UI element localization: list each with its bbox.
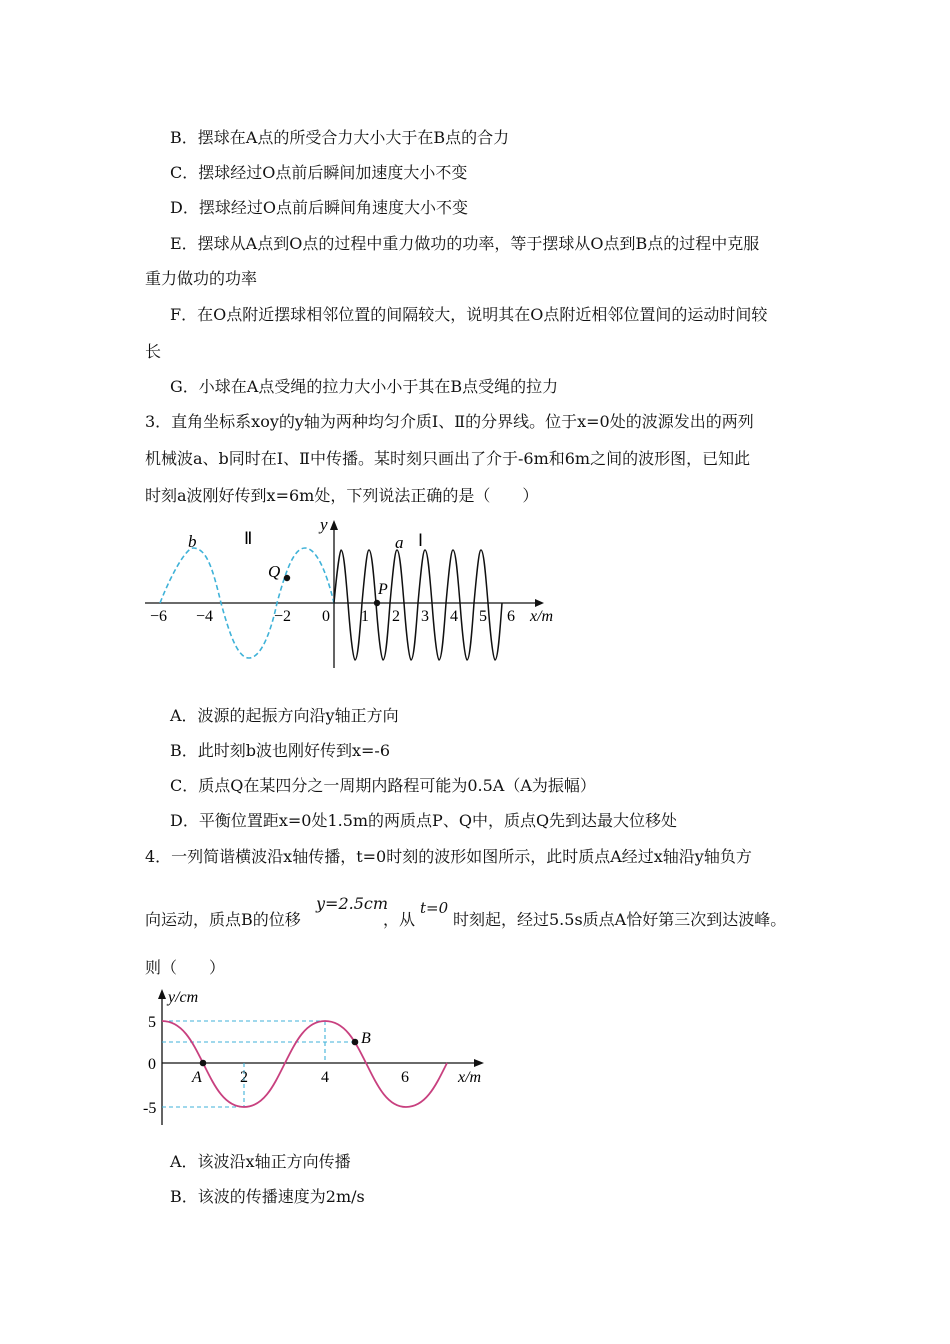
q4-label-b: B <box>361 1030 371 1047</box>
q3-y-axis-arrow <box>330 520 338 530</box>
q3-stem-line1: 3．直角坐标系xoy的y轴为两种均匀介质Ⅰ、Ⅱ的分界线。位于x=0处的波源发出的两列 <box>145 412 754 431</box>
q2-option-e-line1: E．摆球从A点到O点的过程中重力做功的功率，等于摆球从O点到B点的过程中克服 <box>170 234 760 253</box>
q3-tick: 3 <box>421 608 429 625</box>
q4-point-b <box>352 1039 359 1046</box>
q3-label-b: b <box>188 532 197 551</box>
q4-stem-line1: 4．一列简谐横波沿x轴传播，t=0时刻的波形如图所示，此时质点A经过x轴沿y轴负方 <box>145 847 752 866</box>
q3-option-c: C．质点Q在某四分之一周期内路程可能为0.5A（A为振幅） <box>170 776 596 795</box>
q3-tick: −2 <box>274 608 292 625</box>
q3-point-p <box>374 600 380 606</box>
q4-ytick: 5 <box>148 1014 156 1031</box>
q4-xtick: 4 <box>321 1069 329 1086</box>
q4-ytick: 0 <box>148 1056 156 1073</box>
q2-option-d: D．摆球经过O点前后瞬间角速度大小不变 <box>170 198 468 217</box>
q3-label-q: Q <box>268 562 281 581</box>
q3-x-axis-arrow <box>535 599 544 607</box>
q2-option-c: C．摆球经过O点前后瞬间加速度大小不变 <box>170 163 468 182</box>
q4-stem-line3: 则（ ） <box>145 958 226 977</box>
q3-option-a: A．波源的起振方向沿y轴正方向 <box>170 706 399 725</box>
q3-label-medium-ii: Ⅱ <box>244 529 253 548</box>
q3-tick: 5 <box>479 608 487 625</box>
q2-option-e-line2: 重力做功的功率 <box>145 269 258 288</box>
q4-stem-line2a: 向运动，质点B的位移 <box>145 910 301 929</box>
q4-stem-line2c: 时刻起，经过5.5s质点A恰好第三次到达波峰。 <box>453 910 787 929</box>
q3-option-b: B．此时刻b波也刚好传到x=-6 <box>170 741 391 760</box>
q2-option-f-line1: F．在O点附近摆球相邻位置的间隔较大，说明其在O点附近相邻位置间的运动时间较 <box>170 305 768 324</box>
q4-label-a: A <box>192 1069 202 1086</box>
q4-ytick: -5 <box>143 1100 157 1117</box>
q4-xtick: 2 <box>240 1069 248 1086</box>
q3-label-x-axis: x/m <box>530 608 554 625</box>
q4-equation-y: y=2.5cm <box>316 894 389 913</box>
q4-xtick: 6 <box>401 1069 409 1086</box>
q3-tick: 4 <box>450 608 458 625</box>
q3-label-medium-i: Ⅰ <box>418 531 424 550</box>
q3-tick: 0 <box>322 608 330 625</box>
q2-option-g: G．小球在A点受绳的拉力大小小于其在B点受绳的拉力 <box>170 377 559 396</box>
q4-label-x-axis: x/m <box>458 1069 482 1086</box>
q3-stem-line2: 机械波a、b同时在Ⅰ、Ⅱ中传播。某时刻只画出了介于-6m和6m之间的波形图，已知此 <box>145 449 751 468</box>
q3-tick: 6 <box>507 608 515 625</box>
q4-x-axis-arrow <box>474 1059 484 1067</box>
q4-option-b: B．该波的传播速度为2m/s <box>170 1187 365 1206</box>
q3-label-p: P <box>378 581 388 598</box>
q4-wave-figure <box>140 985 500 1135</box>
q3-wave-a <box>334 550 502 660</box>
q3-label-y: y <box>320 515 328 534</box>
q2-option-b: B．摆球在A点的所受合力大小大于在B点的合力 <box>170 128 510 147</box>
q4-option-a: A．该波沿x轴正方向传播 <box>170 1152 351 1171</box>
q3-stem-line3: 时刻a波刚好传到x=6m处，下列说法正确的是（ ） <box>145 486 539 505</box>
q4-y-axis-arrow <box>158 989 166 999</box>
q3-option-d: D．平衡位置距x=0处1.5m的两质点P、Q中，质点Q先到达最大位移处 <box>170 811 678 830</box>
q3-tick: −6 <box>150 608 168 625</box>
q4-equation-t: t=0 <box>420 899 449 917</box>
q2-option-f-line2: 长 <box>145 342 162 361</box>
q3-point-q <box>284 575 290 581</box>
q3-tick: 1 <box>361 608 369 625</box>
q3-label-a: a <box>395 533 404 552</box>
q3-wave-figure <box>140 510 580 675</box>
q4-point-a <box>200 1060 207 1067</box>
q4-stem-line2b: ，从 <box>383 910 416 929</box>
q4-label-y-axis: y/cm <box>168 989 199 1006</box>
q3-tick: −4 <box>196 608 214 625</box>
q3-tick: 2 <box>392 608 400 625</box>
